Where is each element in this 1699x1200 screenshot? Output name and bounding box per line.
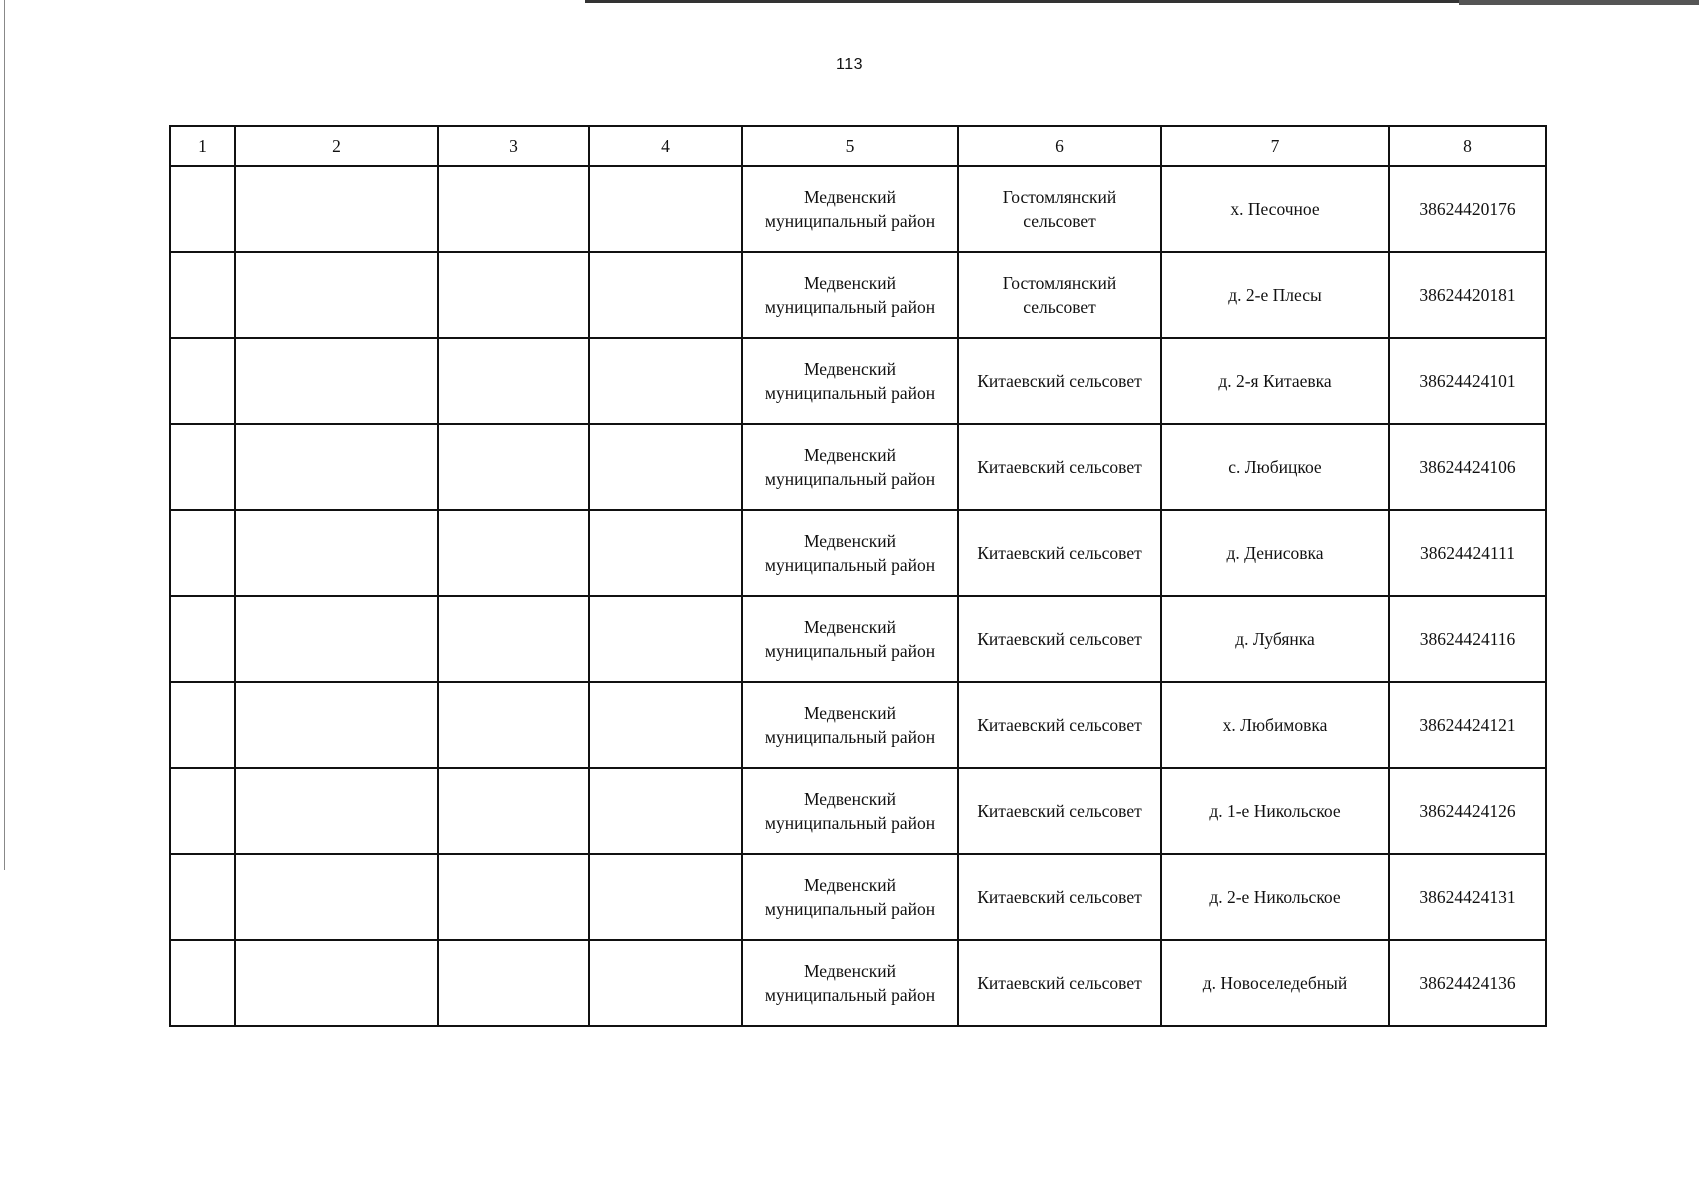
cell-number	[170, 338, 235, 424]
cell-col4	[589, 854, 742, 940]
district-type: муниципальный район	[764, 641, 936, 661]
cell-council: Китаевский сельсовет	[958, 768, 1161, 854]
cell-district	[742, 682, 958, 768]
table-row	[170, 940, 1546, 1026]
district-type: муниципальный район	[764, 985, 936, 1005]
cell-col4	[589, 424, 742, 510]
cell-col2	[235, 424, 438, 510]
cell-district	[742, 940, 958, 1026]
cell-col2	[235, 768, 438, 854]
cell-col4	[589, 940, 742, 1026]
column-header-5: 5	[742, 126, 958, 166]
district-name: Медвенский	[803, 187, 897, 207]
cell-code: 38624420181	[1389, 252, 1546, 338]
cell-col3	[438, 510, 589, 596]
district-name: Медвенский	[803, 359, 897, 379]
cell-number	[170, 682, 235, 768]
cell-council: Китаевский сельсовет	[958, 682, 1161, 768]
cell-settlement: х. Любимовка	[1161, 682, 1389, 768]
district-type: муниципальный район	[764, 727, 936, 747]
cell-settlement: д. Новоселедебный	[1161, 940, 1389, 1026]
cell-council: Китаевский сельсовет	[958, 596, 1161, 682]
table-body	[170, 166, 1546, 1026]
district-name: Медвенский	[803, 789, 897, 809]
district-name: Медвенский	[803, 875, 897, 895]
cell-council: Гостомлянский сельсовет	[958, 166, 1161, 252]
cell-council: Китаевский сельсовет	[958, 854, 1161, 940]
district-name: Медвенский	[803, 961, 897, 981]
district-type: муниципальный район	[764, 211, 936, 231]
cell-col2	[235, 252, 438, 338]
cell-col3	[438, 768, 589, 854]
cell-settlement: д. Денисовка	[1161, 510, 1389, 596]
cell-number	[170, 940, 235, 1026]
cell-council: Китаевский сельсовет	[958, 510, 1161, 596]
cell-settlement: с. Любицкое	[1161, 424, 1389, 510]
cell-col2	[235, 682, 438, 768]
cell-code: 38624424121	[1389, 682, 1546, 768]
cell-number	[170, 768, 235, 854]
cell-col2	[235, 940, 438, 1026]
header-row	[170, 126, 1546, 166]
column-header-1: 1	[170, 126, 235, 166]
cell-col2	[235, 854, 438, 940]
cell-settlement: д. 2-я Китаевка	[1161, 338, 1389, 424]
table-header	[170, 126, 1546, 166]
cell-district	[742, 596, 958, 682]
cell-number	[170, 166, 235, 252]
cell-number	[170, 252, 235, 338]
page-number: 113	[835, 56, 863, 73]
cell-number	[170, 510, 235, 596]
cell-code: 38624424131	[1389, 854, 1546, 940]
cell-col2	[235, 166, 438, 252]
cell-col3	[438, 338, 589, 424]
cell-col3	[438, 424, 589, 510]
table-row	[170, 854, 1546, 940]
cell-col3	[438, 596, 589, 682]
cell-number	[170, 854, 235, 940]
cell-settlement: д. 1-е Никольское	[1161, 768, 1389, 854]
cell-district	[742, 768, 958, 854]
cell-settlement: д. 2-е Плесы	[1161, 252, 1389, 338]
table-row	[170, 166, 1546, 252]
district-type: муниципальный район	[764, 297, 936, 317]
cell-council: Китаевский сельсовет	[958, 940, 1161, 1026]
table-row	[170, 510, 1546, 596]
cell-col3	[438, 166, 589, 252]
cell-code: 38624424101	[1389, 338, 1546, 424]
settlements-table	[169, 125, 1547, 1027]
district-type: муниципальный район	[764, 899, 936, 919]
cell-code: 38624424126	[1389, 768, 1546, 854]
cell-col4	[589, 252, 742, 338]
district-name: Медвенский	[803, 273, 897, 293]
cell-col4	[589, 768, 742, 854]
cell-col2	[235, 510, 438, 596]
district-type: муниципальный район	[764, 469, 936, 489]
table-row	[170, 682, 1546, 768]
cell-district	[742, 424, 958, 510]
table-row	[170, 424, 1546, 510]
cell-col3	[438, 252, 589, 338]
cell-district	[742, 252, 958, 338]
district-name: Медвенский	[803, 531, 897, 551]
cell-col3	[438, 854, 589, 940]
column-header-2: 2	[235, 126, 438, 166]
table-row	[170, 596, 1546, 682]
cell-district	[742, 338, 958, 424]
cell-col4	[589, 510, 742, 596]
table-row	[170, 338, 1546, 424]
cell-number	[170, 424, 235, 510]
column-header-7: 7	[1161, 126, 1389, 166]
district-type: муниципальный район	[764, 383, 936, 403]
cell-col4	[589, 596, 742, 682]
cell-col3	[438, 940, 589, 1026]
cell-district	[742, 854, 958, 940]
cell-district	[742, 510, 958, 596]
district-name: Медвенский	[803, 703, 897, 723]
cell-district	[742, 166, 958, 252]
cell-council: Китаевский сельсовет	[958, 424, 1161, 510]
cell-settlement: д. Лубянка	[1161, 596, 1389, 682]
cell-code: 38624424136	[1389, 940, 1546, 1026]
cell-col4	[589, 166, 742, 252]
column-header-6: 6	[958, 126, 1161, 166]
table-row	[170, 252, 1546, 338]
cell-col4	[589, 682, 742, 768]
district-type: муниципальный район	[764, 555, 936, 575]
column-header-4: 4	[589, 126, 742, 166]
cell-council: Китаевский сельсовет	[958, 338, 1161, 424]
district-type: муниципальный район	[764, 813, 936, 833]
table-row	[170, 768, 1546, 854]
cell-settlement: х. Песочное	[1161, 166, 1389, 252]
cell-col3	[438, 682, 589, 768]
cell-code: 38624420176	[1389, 166, 1546, 252]
cell-col2	[235, 338, 438, 424]
cell-col2	[235, 596, 438, 682]
cell-council: Гостомлянский сельсовет	[958, 252, 1161, 338]
cell-code: 38624424106	[1389, 424, 1546, 510]
scan-edge-top-right	[1459, 0, 1699, 5]
cell-settlement: д. 2-е Никольское	[1161, 854, 1389, 940]
scan-edge-left	[4, 0, 5, 870]
cell-number	[170, 596, 235, 682]
column-header-8: 8	[1389, 126, 1546, 166]
district-name: Медвенский	[803, 445, 897, 465]
district-name: Медвенский	[803, 617, 897, 637]
cell-col4	[589, 338, 742, 424]
cell-code: 38624424116	[1389, 596, 1546, 682]
cell-code: 38624424111	[1389, 510, 1546, 596]
column-header-3: 3	[438, 126, 589, 166]
